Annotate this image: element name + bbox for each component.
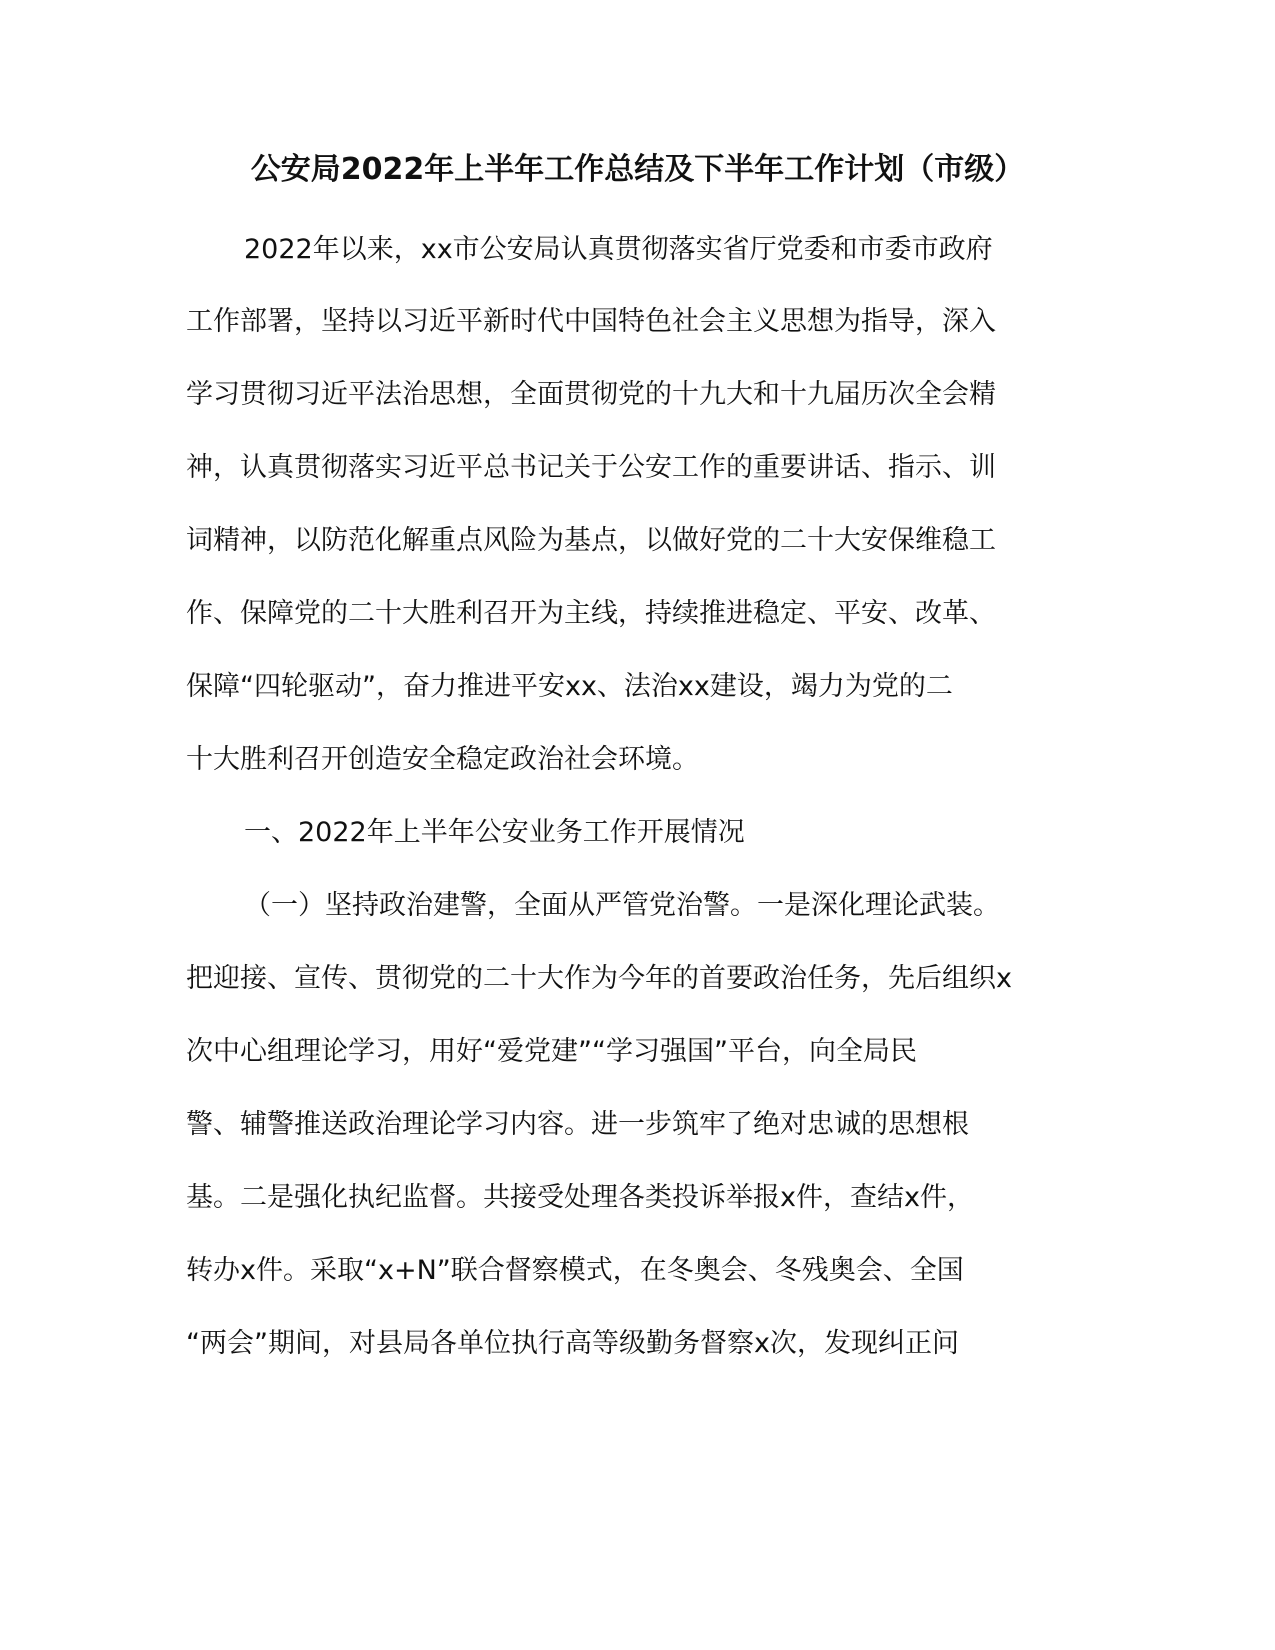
paragraph-line: 词精神，以防范化解重点风险为基点，以做好党的二十大安保维稳工 [186,525,996,556]
paragraph-line: 次中心组理论学习，用好“爱党建”“学习强国”平台，向全局民 [186,1036,917,1067]
section-heading: 一、2022年上半年公安业务工作开展情况 [244,817,745,848]
paragraph-line: 十大胜利召开创造安全稳定政治社会环境。 [186,744,699,775]
paragraph-line: 基。二是强化执纪监督。共接受处理各类投诉举报x件，查结x件， [186,1182,974,1213]
paragraph-line: 2022年以来，xx市公安局认真贯彻落实省厅党委和市委市政府 [244,234,993,265]
document-title: 公安局2022年上半年工作总结及下半年工作计划（市级） [250,152,1025,187]
paragraph-line: 作、保障党的二十大胜利召开为主线，持续推进稳定、平安、改革、 [186,598,996,629]
paragraph-line: “两会”期间，对县局各单位执行高等级勤务督察x次，发现纠正问 [186,1328,959,1359]
paragraph-line: 把迎接、宣传、贯彻党的二十大作为今年的首要政治任务，先后组织x [186,963,1012,994]
paragraph-line: 保障“四轮驱动”，奋力推进平安xx、法治xx建设，竭力为党的二 [186,671,953,702]
paragraph-line: 工作部署，坚持以习近平新时代中国特色社会主义思想为指导，深入 [186,306,996,337]
paragraph-line: 神，认真贯彻落实习近平总书记关于公安工作的重要讲话、指示、训 [186,452,996,483]
paragraph-line: 转办x件。采取“x+N”联合督察模式，在冬奥会、冬残奥会、全国 [186,1255,964,1286]
paragraph-line: 学习贯彻习近平法治思想，全面贯彻党的十九大和十九届历次全会精 [186,379,996,410]
paragraph-line: （一）坚持政治建警，全面从严管党治警。一是深化理论武装。 [244,890,1000,921]
paragraph-line: 警、辅警推送政治理论学习内容。进一步筑牢了绝对忠诚的思想根 [186,1109,969,1140]
